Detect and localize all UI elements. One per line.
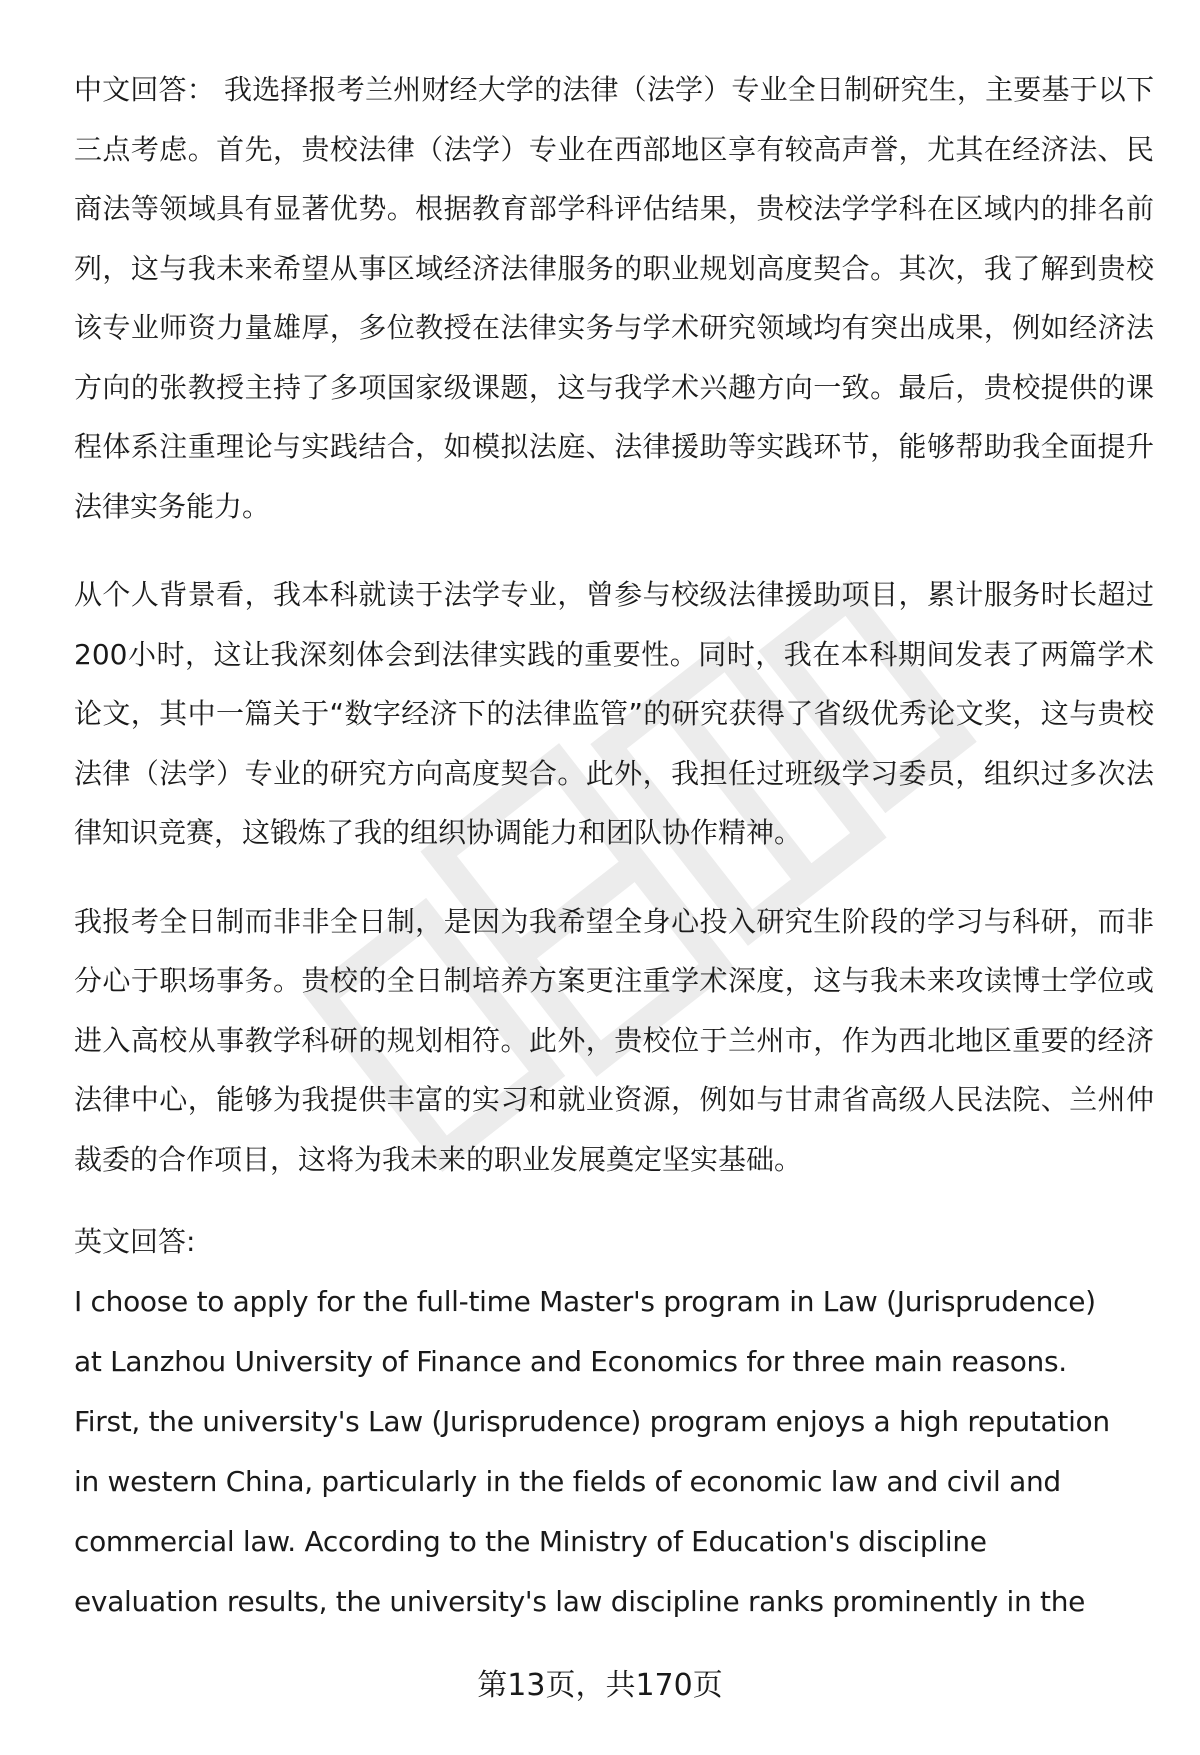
paragraph-cn-3: 我报考全日制而非非全日制，是因为我希望全身心投入研究生阶段的学习与科研，而非分心于职场事务。贵校的全日制培养方案更注重学术深度，这与我未来攻读博士学位或进入高校从事教学科研的规划相符。此外，贵校位于兰州市，作为西北地区重要的经济法律中心，能够为我提供丰富的实习和就业资源，例如与甘肃省高级人民法院、兰州仲裁委的合作项目，这将为我未来的职业发展奠定坚实基础。 (74, 904, 1154, 1176)
english-answer-label: 英文回答: (74, 1225, 196, 1258)
paragraph-cn-2: 从个人背景看，我本科就读于法学专业，曾参与校级法律援助项目，累计服务时长超过200小时，这让我深刻体会到法律实践的重要性。同时，我在本科期间发表了两篇学术论文，其中一篇关于“数字经济下的法律监管”的研究获得了省级优秀论文奖，这与贵校法律（法学）专业的研究方向高度契合。此外，我担任过班级学习委员，组织过多次法律知识竞赛，这锻炼了我的组织协调能力和团队协作精神。 (74, 578, 1154, 849)
document-body (74, 60, 1154, 1632)
paragraph-en-1: I choose to apply for the full-time Master's program in Law (Jurisprudence) at Lanzhou University of Finance and Economics for three main reasons. First, the university's Law (Jurisprudence) program enjoys a high reputation in western China, particularly in the fields of economic law and civil and commercial law. According to the Ministry of Education's discipline evaluation results, the university's law discipline ranks prominently in the (74, 1284, 1110, 1618)
page-footer: 第13页，共170页 (477, 1668, 723, 1703)
paragraph-cn-1: 中文回答： 我选择报考兰州财经大学的法律（法学）专业全日制研究生，主要基于以下三点考虑。首先，贵校法律（法学）专业在西部地区享有较高声誉，尤其在经济法、民商法等领域具有显著优势。根据教育部学科评估结果，贵校法学学科在区域内的排名前列，这与我未来希望从事区域经济法律服务的职业规划高度契合。其次，我了解到贵校该专业师资力量雄厚，多位教授在法律实务与学术研究领域均有突出成果，例如经济法方向的张教授主持了多项国家级课题，这与我学术兴趣方向一致。最后，贵校提供的课程体系注重理论与实践结合，如模拟法庭、法律援助等实践环节，能够帮助我全面提升法律实务能力。 (74, 73, 1154, 523)
